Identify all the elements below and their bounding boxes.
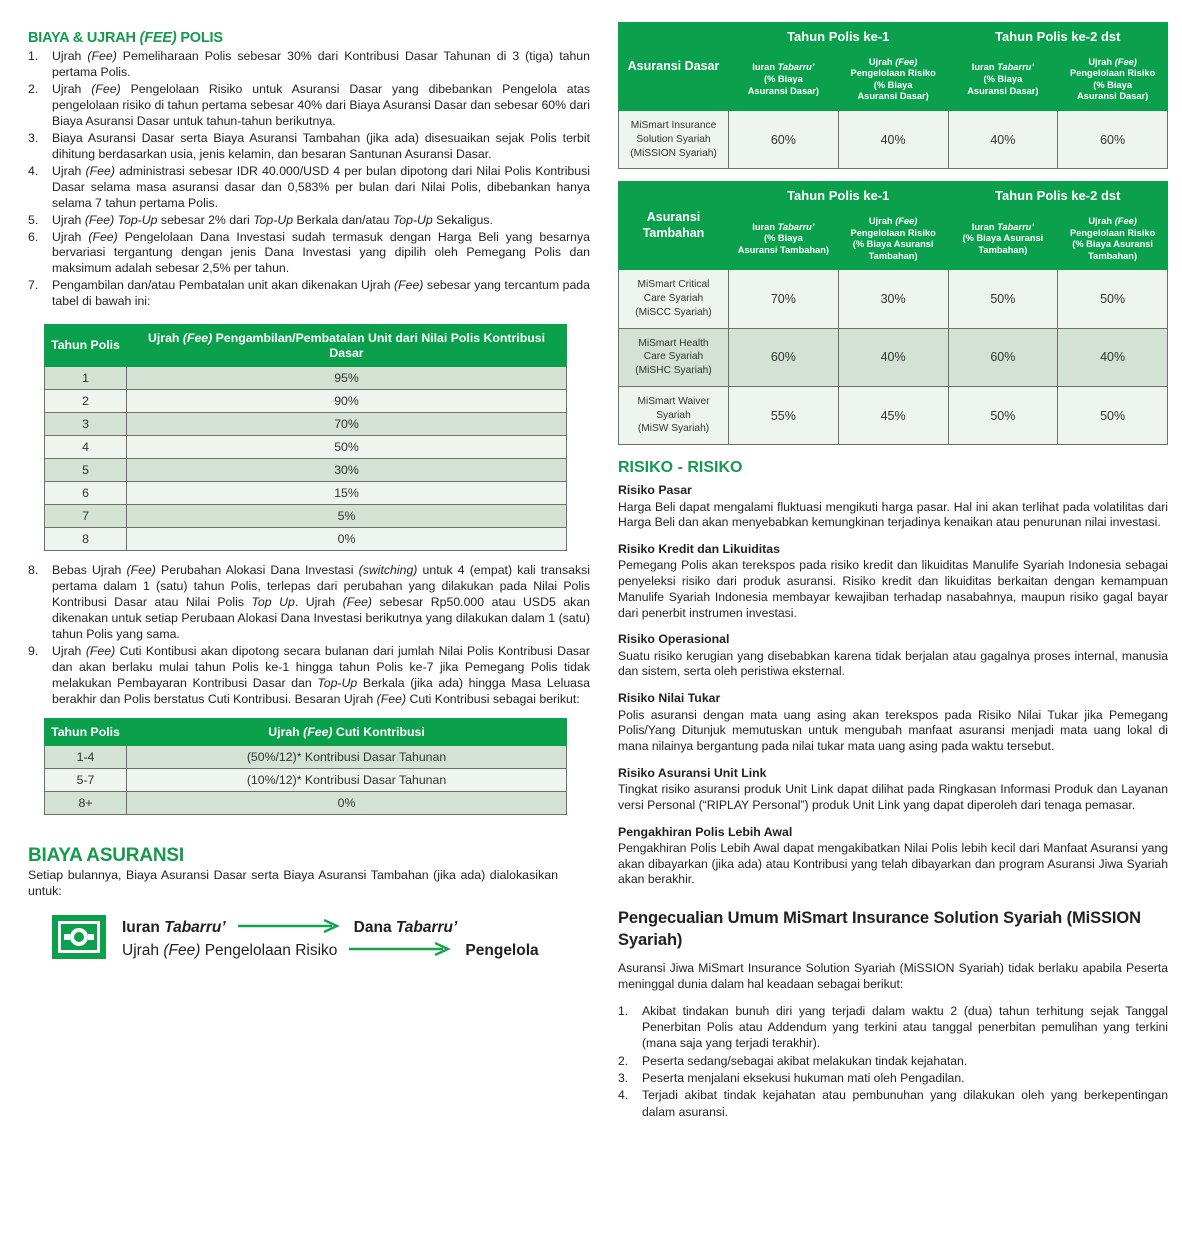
flow-rows [122,919,539,961]
col-header-part-2: Pengambilan/Pembatalan Unit dari Nilai Polis Kontribusi Dasar [212,331,545,360]
sub-part-2: (% Biaya [763,233,803,244]
sub-part-4: Asuransi Dasar) [857,91,929,102]
cell-fee: 0% [127,791,567,814]
cell-value-iuran-y1: 60% [729,111,839,169]
cell-year: 1-4 [45,745,127,768]
flow-row-pengelola [122,942,539,961]
product-name-line-3: (MiSCC Syariah) [635,306,712,318]
table-pengambilan-wrapper [44,324,567,550]
product-name-line-3: (MiSHC Syariah) [635,365,712,377]
risiko-operasional-title: Risiko Operasional [618,632,730,647]
product-name-line-2: Care Syariah [643,351,704,363]
col-header-part-fee: (Fee) [182,331,213,346]
product-name-line-1: MiSmart Insurance [630,120,717,132]
sub-part-2: Pengelolaan Risiko [1070,68,1156,79]
cell-value-iuran-y2: 60% [948,328,1058,386]
sub-part-1: Ujrah [1088,215,1115,226]
cell-year: 7 [45,504,127,527]
table-cuti-wrapper [44,718,567,815]
sub-part-italic: (Fee) [895,215,918,226]
arrow-right-icon [236,919,344,938]
cell-value-iuran-y2: 40% [948,111,1058,169]
col-sub-ujrah-pengelolaan-risiko-y1 [838,51,948,110]
cell-value-ujrah-y1: 45% [838,386,948,444]
flow-source-part-1: Iuran [122,919,165,937]
col-group-tahun-polis-ke-2-dst: Tahun Polis ke-2 dst [948,182,1168,211]
cell-product-name [619,270,729,328]
cell-value-ujrah-y2: 50% [1058,270,1168,328]
table-row [45,366,567,389]
table-pengambilan-pembatalan [44,324,567,550]
risiko-pasar-body: Harga Beli dapat mengalami fluktuasi mengikuti harga pasar. Hal ini akan terlihat pada volatilitas dari Harga Beli dan akan menyebabkan kemungkinan terjadinya kenaikan atau penurunan nilai investasi. [618,499,1168,530]
list-item: Ujrah (Fee) administrasi sebesar IDR 40.000/USD 4 per bulan dipotong dari Nilai Polis Kontribusi Dasar selama masa asuransi dasar dan 0,583% per bulan dari Nilai Polis, dibebankan hanya selama 7 tahun pertama Polis. [52,163,590,210]
cell-fee: 50% [127,435,567,458]
sub-part-1: Ujrah [1088,56,1115,67]
biaya-asuransi-subtitle: Setiap bulannya, Biaya Asuransi Dasar serta Biaya Asuransi Tambahan (jika ada) dialokasikan untuk: [28,867,558,898]
risiko-kredit-title: Risiko Kredit dan Likuiditas [618,542,780,557]
col-header-asuransi-dasar: Asuransi Dasar [619,23,729,111]
table-header-row-groups [619,23,1168,52]
col-header-tahun-polis [45,718,127,745]
cell-value-iuran-y1: 70% [729,270,839,328]
table-header-row-groups [619,182,1168,211]
sub-part-4: Tambahan) [1088,250,1138,261]
sub-part-italic: (Fee) [1114,215,1137,226]
sub-part-1: Ujrah [868,56,896,67]
pengakhiran-polis-body: Pengakhiran Polis Lebih Awal dapat mengakibatkan Nilai Polis lebih kecil dari Manfaat Asuransi yang akan dibayarkan (jika ada) atau Kontribusi yang telah dibayarkan dan program Asuransi Jiwa Syariah akan berakhir. [618,840,1168,887]
sub-part-3: (% Biaya [1093,79,1132,90]
cell-fee: 15% [127,481,567,504]
cell-fee: 70% [127,412,567,435]
col-header-part-1: Ujrah [268,724,304,739]
cell-fee: (10%/12)* Kontribusi Dasar Tahunan [127,768,567,791]
sub-part-3: Tambahan) [978,244,1028,255]
sub-part-3: Asuransi Dasar) [747,85,820,96]
flow-target-part-1: Dana [353,919,396,937]
table-row [619,111,1168,169]
table-row [45,527,567,550]
list-item: Ujrah (Fee) Top-Up sebesar 2% dari Top-Up Berkala dan/atau Top-Up Sekaligus. [52,212,493,227]
risiko-pasar-title: Risiko Pasar [618,483,692,498]
cell-fee: (50%/12)* Kontribusi Dasar Tahunan [127,745,567,768]
table-header [619,23,1168,111]
cell-fee: 95% [127,366,567,389]
list-item: Peserta sedang/sebagai akibat melakukan tindak kejahatan. [642,1053,968,1068]
cell-fee: 0% [127,527,567,550]
list-item: Akibat tindakan bunuh diri yang terjadi dalam waktu 2 (dua) tahun terhitung sejak Tanggal Penerbitan Polis atau Addendum yang terkini atau tanggal penerbitan pemulihan yang terkini (mana saja yang terjadi terakhir). [642,1003,1168,1051]
tabarru-flow-diagram [52,915,590,964]
list-item: Biaya Asuransi Dasar serta Biaya Asuransi Tambahan (jika ada) disesuaikan sejak Polis terbit dihitung berdasarkan usia, jenis kelamin, dan besaran Santunan Asuransi Dasar. [52,130,590,161]
risiko-unit-link-body: Tingkat risiko asuransi produk Unit Link dapat dilihat pada Ringkasan Informasi Produk dan Layanan versi Personal (“RIPLAY Personal”) produk Unit Link yang dapat diperoleh dari tenaga pemasar. [618,782,1168,812]
table-row [45,435,567,458]
risiko-heading: RISIKO - RISIKO [618,459,743,477]
left-column [28,18,590,1231]
risiko-operasional-body: Suatu risiko kerugian yang disebabkan karena tidak berjalan atau gagalnya proses internal, manusia dan sistem, serta oleh peristiwa eksternal. [618,648,1168,679]
sub-part-2: (% Biaya [763,74,803,84]
col-group-tahun-polis-ke-1: Tahun Polis ke-1 [729,23,949,52]
flow-source-part-2: Pengelolaan Risiko [200,942,338,960]
table-asuransi-tambahan [618,181,1168,445]
col-sub-ujrah-pengelolaan-risiko-y2 [1058,210,1168,269]
flow-target-part-italic: Tabarru’ [395,919,458,937]
sub-part-italic: (Fee) [1114,56,1137,67]
pengecualian-list [618,1003,1168,1120]
cell-year: 5-7 [45,768,127,791]
risiko-nilai-tukar-title: Risiko Nilai Tukar [618,691,721,706]
right-column [618,18,1168,1231]
pengecualian-heading: Pengecualian Umum MiSmart Insurance Solution Syariah (MiSSION Syariah) [618,909,1141,949]
page-title-post: POLIS [176,30,223,46]
table-row [45,412,567,435]
flow-source-part-italic: Tabarru’ [164,919,226,937]
table-header [619,182,1168,270]
col-header-part-1: Ujrah [147,331,183,346]
flow-source-part-italic: (Fee) [163,942,201,960]
sub-part-italic: Tabarru’ [997,221,1034,232]
sub-part-4: Tambahan) [868,250,918,261]
col-sub-iuran-tabarru-y2 [948,51,1058,110]
sub-part-3: (% Biaya [873,79,913,90]
col-group-tahun-polis-ke-1: Tahun Polis ke-1 [729,182,949,211]
sub-part-1: Ujrah [868,215,896,226]
table-header-row [45,325,567,366]
sub-part-italic: Tabarru’ [777,221,815,232]
col-header-part-2: Cuti Kontribusi [332,724,425,739]
product-name-line-3: (MiSW Syariah) [637,423,710,435]
list-item: Ujrah (Fee) Pemeliharaan Polis sebesar 30% dari Kontribusi Dasar Tahunan di 3 (tiga) tahun pertama Polis. [52,48,590,79]
col-header-asuransi-tambahan: Asuransi Tambahan [619,182,729,270]
flow-target-dana-tabarru [354,919,458,937]
list-item: Bebas Ujrah (Fee) Perubahan Alokasi Dana Investasi (switching) untuk 4 (empat) kali transaksi pertama dalam 1 (satu) tahun Polis, terlepas dari perubahan yang dilakukan pada Nilai Polis Kontribusi Dasar atau Nilai Polis Top Up. Ujrah (Fee) sebesar Rp50.000 atau USD5 akan dikenakan untuk setiap Perubaan Alokasi Dana Investasi berikutnya yang dilakukan dalam 1 (satu) tahun Polis yang sama. [52,562,591,641]
flow-source-part-1: Ujrah [122,942,164,960]
flow-source-iuran-tabarru [122,919,226,937]
cell-year: 8 [45,527,127,550]
list-item: Ujrah (Fee) Cuti Kontibusi akan dipotong secara bulanan dari jumlah Nilai Polis Kontribusi Dasar dan akan berlaku mulai tahun Polis ke-1 hingga tahun Polis ke-7 jika Pemegang Polis tidak melakukan Pembayaran Kontribusi Dasar dan Top-Up Berkala (jika ada) hingga Masa Leluasa berakhir dan Polis berstatus Cuti Kontribusi. Besaran Ujrah (Fee) Cuti Kontribusi sebagai berikut: [52,643,590,706]
product-name-line-1: MiSmart Critical [637,279,710,291]
sub-part-3: (% Biaya Asuransi [1072,239,1154,250]
table-asuransi-dasar [618,22,1168,169]
sub-part-1: Iuran [752,221,778,232]
sub-part-1: Iuran [752,62,778,73]
pengakhiran-polis-title: Pengakhiran Polis Lebih Awal [618,824,793,839]
cell-value-iuran-y1: 60% [729,328,839,386]
table-row [45,389,567,412]
table-row [619,328,1168,386]
product-name-line-1: MiSmart Health [638,337,709,349]
list-item: Peserta menjalani eksekusi hukuman mati oleh Pengadilan. [642,1070,965,1085]
col-group-tahun-polis-ke-2-dst: Tahun Polis ke-2 dst [948,23,1168,52]
table-header [45,718,567,745]
flow-row-tabarru [122,919,539,938]
sub-part-1: Iuran [971,62,998,73]
cell-value-ujrah-y1: 30% [838,270,948,328]
col-header-tahun-polis [45,325,127,366]
risiko-kredit-body: Pemegang Polis akan terekspos pada risiko kredit dan likuiditas Manulife Syariah Indonesia sebagai penyeleksi risiko dari produk asuransi. Risiko kredit dan likuiditas berkaitan dengan kemampuan Manulife Syariah Indonesia membayar kewajiban terhadap nasabahnya, maupun risiko gagal bayar dari penerbit instrumen investasi. [618,558,1168,620]
col-header-ujrah-cuti [127,718,567,745]
fee-list-2 [28,563,590,708]
table-row [45,768,567,791]
cell-value-iuran-y2: 50% [948,270,1058,328]
cell-year: 8+ [45,791,127,814]
sub-part-2: Pengelolaan Risiko [850,68,936,79]
col-header-tahun-polis-label: Tahun Polis [51,338,120,353]
col-header-tahun-polis-label: Tahun Polis [51,724,120,739]
biaya-asuransi-heading: BIAYA ASURANSI [28,844,184,866]
page-title [28,30,590,47]
arrow-right-icon [347,942,455,961]
table-row [45,791,567,814]
fee-list-1 [28,49,590,311]
sub-part-italic: (Fee) [895,56,918,67]
list-item: Pengambilan dan/atau Pembatalan unit akan dikenakan Ujrah (Fee) sebesar yang tercantum pada tabel di bawah ini: [52,278,590,309]
cell-fee: 30% [127,458,567,481]
cell-value-ujrah-y2: 50% [1058,386,1168,444]
page-title-fee: (FEE) [139,30,177,46]
table-body [619,111,1168,169]
sub-part-italic: Tabarru’ [777,62,815,73]
cell-value-ujrah-y1: 40% [838,111,948,169]
sub-part-3: Asuransi Dasar) [967,85,1039,96]
table-row [45,504,567,527]
sub-part-2: Pengelolaan Risiko [850,227,936,238]
sub-part-3: Asuransi Tambahan) [737,244,830,255]
col-sub-ujrah-pengelolaan-risiko-y2 [1058,51,1168,110]
table-body [45,366,567,550]
cell-year: 6 [45,481,127,504]
sub-part-2: Pengelolaan Risiko [1070,227,1156,238]
table-row [45,458,567,481]
cell-year: 3 [45,412,127,435]
cell-value-ujrah-y1: 40% [838,328,948,386]
cell-year: 1 [45,366,127,389]
flow-target-pengelola: Pengelola [465,942,539,960]
col-sub-iuran-tabarru-y1 [729,210,839,269]
product-name-line-2: Solution Syariah [636,133,711,145]
cell-product-name [619,328,729,386]
cell-year: 2 [45,389,127,412]
table-body [45,745,567,814]
col-sub-iuran-tabarru-y1 [729,51,839,110]
sub-part-italic: Tabarru’ [997,62,1034,73]
cell-value-ujrah-y2: 40% [1058,328,1168,386]
banknote-icon [52,915,106,964]
cell-year: 4 [45,435,127,458]
table-cuti-kontribusi [44,718,567,815]
product-name-line-3: (MiSSION Syariah) [630,147,717,159]
pengecualian-intro: Asuransi Jiwa MiSmart Insurance Solution Syariah (MiSSION Syariah) tidak berlaku apabila Peserta meninggal dunia dalam hal keadaan sebagai berikut: [618,961,1168,991]
col-sub-iuran-tabarru-y2 [948,210,1058,269]
cell-product-name [619,111,729,169]
product-name-line-1: MiSmart Waiver [637,395,710,407]
product-name-line-2: Syariah [656,409,691,421]
flow-source-ujrah-pengelolaan-risiko [122,942,337,960]
list-item: Ujrah (Fee) Pengelolaan Risiko untuk Asuransi Dasar yang dibebankan Pengelola atas pengelolaan risiko di tahun pertama sebesar 40% dari Biaya Asuransi Dasar dan sebesar 60% dari Biaya Asuransi Dasar untuk tahun-tahun berikutnya. [52,81,590,128]
risiko-nilai-tukar-body: Polis asuransi dengan mata uang asing akan terekspos pada Risiko Nilai Tukar jika Pemegang Polis/Yang Ditunjuk memutuskan untuk mengubah manfaat asuransi menjadi mata uang lokal di mana nilainya bergantung pada nilai tukar mata uang asing pada waktu tersebut. [618,707,1168,754]
col-header-ujrah-pengambilan [127,325,567,366]
sub-part-4: Asuransi Dasar) [1076,91,1149,102]
risiko-unit-link-title: Risiko Asuransi Unit Link [618,765,767,780]
sub-part-1: Iuran [971,221,998,232]
sub-part-3: (% Biaya Asuransi [852,239,934,250]
table-row [619,386,1168,444]
table-header [45,325,567,366]
list-item: Ujrah (Fee) Pengelolaan Dana Investasi sudah termasuk dengan Harga Beli yang besarnya bervariasi tergantung dengan jenis Dana Investasi yang dipilih oleh Pemegang Polis dan maksimum adalah sebesar 2,5% per tahun. [52,229,590,276]
cell-fee: 5% [127,504,567,527]
sub-part-2: (% Biaya [983,74,1023,84]
page-title-pre: BIAYA & UJRAH [28,30,140,46]
col-sub-ujrah-pengelolaan-risiko-y1 [838,210,948,269]
cell-value-ujrah-y2: 60% [1058,111,1168,169]
table-body [619,270,1168,445]
cell-product-name [619,386,729,444]
cell-value-iuran-y1: 55% [729,386,839,444]
table-row [45,745,567,768]
table-row [619,270,1168,328]
sub-part-2: (% Biaya Asuransi [962,233,1044,244]
col-header-part-fee: (Fee) [303,724,333,739]
cell-fee: 90% [127,389,567,412]
cell-year: 5 [45,458,127,481]
cell-value-iuran-y2: 50% [948,386,1058,444]
product-name-line-2: Care Syariah [643,293,704,305]
table-row [45,481,567,504]
list-item: Terjadi akibat tindak kejahatan atau pembunuhan yang dilakukan oleh yang berkepentingan dalam asuransi. [642,1088,1168,1119]
table-header-row [45,718,567,745]
